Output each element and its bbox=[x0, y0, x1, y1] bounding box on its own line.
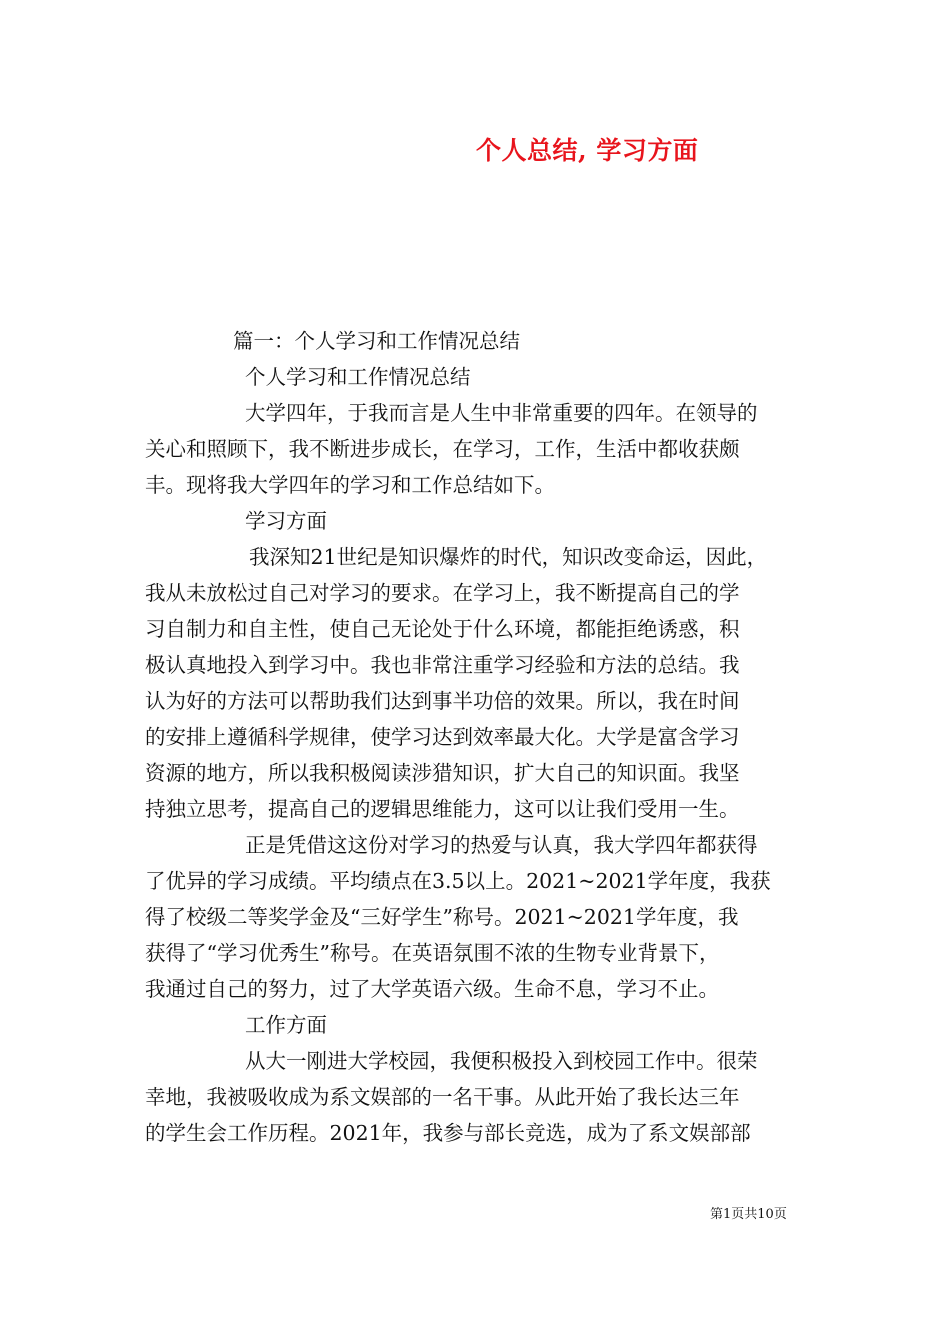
paragraph-line: 丰。现将我大学四年的学习和工作总结如下。 bbox=[145, 473, 555, 497]
page-number: 第1页共10页 bbox=[710, 1207, 787, 1222]
paragraph-line: 得了校级二等奖学金及“三好学生”称号。2021~2021学年度，我 bbox=[145, 905, 739, 929]
subtitle: 个人学习和工作情况总结 bbox=[245, 365, 471, 389]
paragraph-line: 认为好的方法可以帮助我们达到事半功倍的效果。所以，我在时间 bbox=[145, 689, 740, 713]
paragraph-line: 我从未放松过自己对学习的要求。在学习上，我不断提高自己的学 bbox=[145, 581, 740, 605]
paragraph-line: 从大一刚进大学校园，我便积极投入到校园工作中。很荣 bbox=[245, 1049, 758, 1073]
paragraph-line: 我深知21世纪是知识爆炸的时代，知识改变命运，因此， bbox=[249, 545, 768, 569]
section-heading: 篇一：个人学习和工作情况总结 bbox=[233, 329, 520, 353]
paragraph-line: 持独立思考，提高自己的逻辑思维能力，这可以让我们受用一生。 bbox=[145, 797, 740, 821]
paragraph-line: 了优异的学习成绩。平均绩点在3.5以上。2021~2021学年度，我获 bbox=[145, 869, 771, 893]
document-body bbox=[145, 323, 815, 1151]
paragraph-line: 大学四年，于我而言是人生中非常重要的四年。在领导的 bbox=[245, 401, 758, 425]
work-heading: 工作方面 bbox=[245, 1013, 327, 1037]
document-title: 个人总结, 学习方面 bbox=[476, 136, 699, 165]
paragraph-line: 的学生会工作历程。2021年，我参与部长竞选，成为了系文娱部部 bbox=[145, 1121, 751, 1145]
study-heading: 学习方面 bbox=[245, 509, 327, 533]
paragraph-line: 的安排上遵循科学规律，使学习达到效率最大化。大学是富含学习 bbox=[145, 725, 740, 749]
paragraph-line: 极认真地投入到学习中。我也非常注重学习经验和方法的总结。我 bbox=[145, 653, 740, 677]
paragraph-line: 幸地，我被吸收成为系文娱部的一名干事。从此开始了我长达三年 bbox=[145, 1085, 740, 1109]
paragraph-line: 习自制力和自主性，使自己无论处于什么环境，都能拒绝诱惑，积 bbox=[145, 617, 740, 641]
paragraph-line: 获得了“学习优秀生”称号。在英语氛围不浓的生物专业背景下， bbox=[145, 941, 720, 965]
paragraph-line: 资源的地方，所以我积极阅读涉猎知识，扩大自己的知识面。我坚 bbox=[145, 761, 740, 785]
paragraph-line: 正是凭借这这份对学习的热爱与认真，我大学四年都获得 bbox=[245, 833, 758, 857]
paragraph-line: 关心和照顾下，我不断进步成长，在学习，工作，生活中都收获颇 bbox=[145, 437, 740, 461]
paragraph-line: 我通过自己的努力，过了大学英语六级。生命不息，学习不止。 bbox=[145, 977, 719, 1001]
